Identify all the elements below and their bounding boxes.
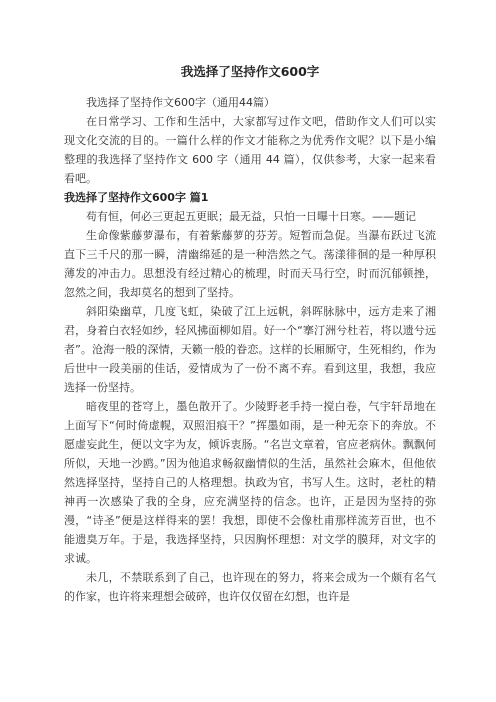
section-heading: 我选择了坚持作文600字 篇1 [64,191,209,204]
intro-paragraph: 在日常学习、工作和生活中，大家都写过作文吧，借助作文人们可以实现文化交流的目的。一篇什么样的作文才能称之为优秀作文呢？以下是小编整理的我选择了坚持作文 600 字（通用 44 篇），仅供参考，大家一起来看看吧。 [64,115,436,185]
body-paragraph: 斜阳染幽草，几度飞虹，染破了江上远帆，斜晖脉脉中，远方走来了湘君，身着白衣轻如纱，轻风拂面柳如眉。好一个“搴汀洲兮杜若，将以遗兮远者”。沧海一般的深情，天籁一般的眷恋。这样的长厢厮守，生死相约，作为后世中一段美丽的佳话，爱情成为了一份不离不弃。看到这里，我想，我应选择一份坚持。 [64,305,436,394]
epigraph-paragraph: 苟有恒，何必三更起五更眠；最无益，只怕一日曝十日寒。——题记 [86,210,416,223]
body-paragraph: 生命像紫藤萝瀑布，有着紫藤萝的芬芳。短暂而急促。当瀑布跃过飞流直下三千尺的那一瞬，清幽绵延的是一种浩然之气。荡漾徘徊的是一种厚积薄发的冲击力。思想没有经过精心的梳理，时而天马行空，时而沉郁顿挫，忽然之间，我却莫名的想到了坚持。 [64,229,436,299]
body-paragraph: 暗夜里的苍穹上，墨色散开了。少陵野老手持一搅白卷，气宇轩昂地在上面写下“何时倚虚幌，双照泪痕干？”挥墨如雨，是一种无奈下的奔放。不愿虚妄此生，便以文字为友，倾诉衷肠。“名岂文章着，官应老病休。飘飘何所似，天地一沙鸥。”因为他追求畅叙幽情似的生活，虽然社会麻木，但他依然选择坚持，坚持自己的人格理想。执政为官，书写人生。这时，老杜的精神再一次感染了我的全身，应充满坚持的信念。也许，正是因为坚持的弥漫，“诗圣”便是这样得来的罢！我想，即使不会像杜甫那样流芳百世，也不能遗臭万年。于是，我选择坚持，只因胸怀理想：对文学的膜拜，对文字的求诚。 [64,400,436,565]
body-paragraph: 未几，不禁联系到了自己，也许现在的努力，将来会成为一个颇有名气的作家，也许将来理想会破碎，也许仅仅留在幻想，也许是 [64,571,436,603]
document-title: 我选择了坚持作文600字 [180,64,320,79]
intro-subtitle: 我选择了坚持作文600字（通用44篇） [86,96,275,109]
